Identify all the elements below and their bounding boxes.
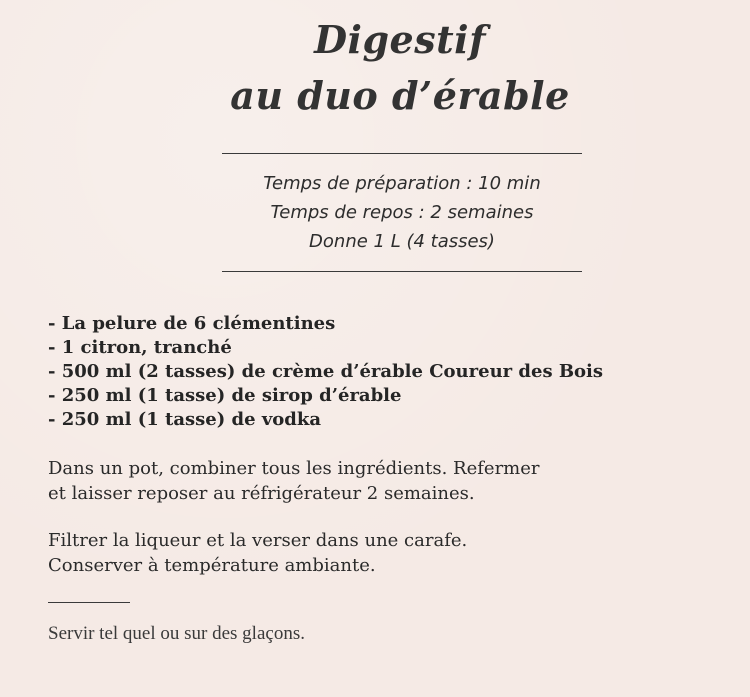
- instruction-line: Conserver à température ambiante.: [48, 555, 376, 576]
- ingredient-item: - 250 ml (1 tasse) de vodka: [48, 409, 322, 430]
- serving-note: Servir tel quel ou sur des glaçons.: [48, 623, 305, 644]
- ingredient-list: [48, 312, 603, 432]
- instruction-line: et laisser reposer au réfrigérateur 2 semaines.: [48, 483, 475, 504]
- instruction-line: Filtrer la liqueur et la verser dans une carafe.: [48, 530, 468, 551]
- recipe-title-line-1: Digestif: [314, 17, 486, 62]
- ingredient-item: - 1 citron, tranché: [48, 337, 232, 358]
- bottom-divider: [222, 271, 582, 272]
- prep-time: Temps de préparation : 10 min: [263, 173, 541, 194]
- instruction-line: Dans un pot, combiner tous les ingrédients. Refermer: [48, 458, 540, 479]
- ingredient-item: - 250 ml (1 tasse) de sirop d’érable: [48, 385, 402, 406]
- instruction-step-2: [48, 528, 467, 578]
- ingredient-item: - 500 ml (2 tasses) de crème d’érable Coureur des Bois: [48, 361, 604, 382]
- short-divider: [48, 602, 130, 603]
- recipe-yield: Donne 1 L (4 tasses): [309, 231, 495, 252]
- recipe-title-line-2: au duo d’érable: [230, 73, 570, 118]
- rest-time: Temps de repos : 2 semaines: [270, 202, 534, 223]
- top-divider: [222, 153, 582, 154]
- ingredient-item: - La pelure de 6 clémentines: [48, 313, 336, 334]
- instruction-step-1: [48, 456, 540, 506]
